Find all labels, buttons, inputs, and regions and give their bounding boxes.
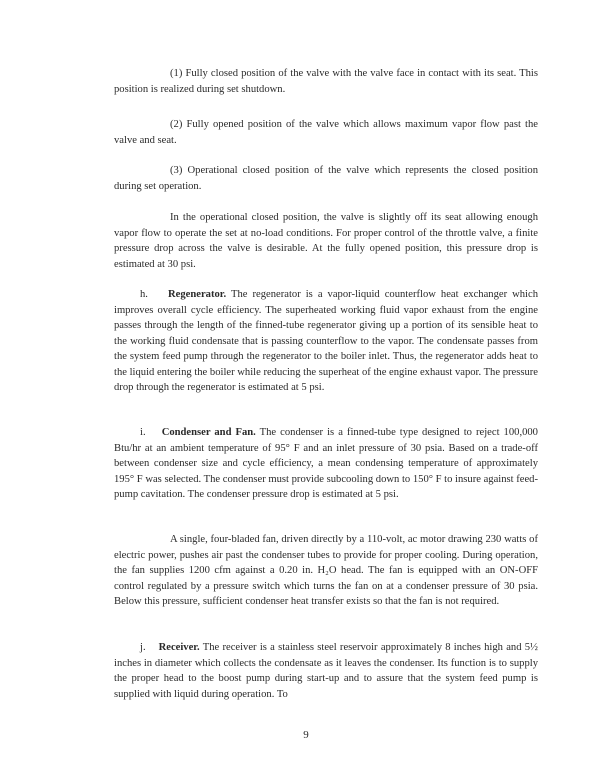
- section-i-label: i.: [140, 427, 146, 438]
- condenser-body: The condenser is a finned-tube type designed to reject 100,000 Btu/hr at an ambient temperature of 95° F and an inlet pressure of 30 psia. Based on a trade-off between condenser size and cycle efficiency, a mean condensing temperature of approximately 195° F was selected. The condenser must provide subcooling down to 150° F to insure against feed-pump cavitation. The condenser pressure drop is estimated at 5 psi.: [114, 427, 539, 500]
- condenser-heading: Condenser and Fan.: [161, 427, 256, 438]
- operational-closed-paragraph: In the operational closed position, the valve is slightly off its seat allowing enough vapor flow to operate the set at no-load conditions. For proper control of the throttle valve, a finite pressure drop across the valve is desirable. At the fully opened position, this pressure drop is estimated at 30 psi.: [114, 212, 538, 270]
- fan-paragraph: A single, four-bladed fan, driven directly by a 110-volt, ac motor drawing 230 watts of electric power, pushes air past the condenser tubes to provide for proper cooling. During operation, the fan supplies 1200 cfm against a 0.20 in. H₂O head. The fan is equipped with an ON-OFF control regulated by a pressure switch which turns the fan on at a condenser pressure of 30 psia. Below this pressure, sufficient condenser heat transfer exists so that the fan is not required.: [114, 534, 538, 607]
- valve-position-2: (2) Fully opened position of the valve which allows maximum vapor flow past the valve and seat.: [114, 119, 538, 146]
- regenerator-heading: Regenerator.: [168, 289, 227, 300]
- receiver-section: [114, 640, 538, 702]
- valve-position-1: (1) Fully closed position of the valve with the valve face in contact with its seat. This position is realized during set shutdown.: [114, 68, 538, 95]
- page-number: 9: [303, 729, 309, 741]
- condenser-section: [114, 425, 538, 503]
- regenerator-section: [114, 287, 538, 396]
- section-j-label: j.: [140, 642, 146, 653]
- valve-position-3: (3) Operational closed position of the valve which represents the closed position during set operation.: [114, 165, 538, 192]
- regenerator-body: The regenerator is a vapor-liquid counterflow heat exchanger which improves overall cycle efficiency. The superheated working fluid vapor exhaust from the engine passes through the length of the finned-tube regenerator giving up a portion of its sensible heat to the working fluid condensate that is passing counterflow to the vapor. The condensate passes from the system feed pump through the regenerator to the boiler inlet. Thus, the regenerator adds heat to the liquid entering the boiler while reducing the superheat of the engine exhaust vapor. The pressure drop through the regenerator is estimated at 5 psi.: [114, 289, 539, 393]
- section-h-label: h.: [140, 289, 148, 300]
- receiver-heading: Receiver.: [158, 642, 200, 653]
- receiver-body: The receiver is a stainless steel reservoir approximately 8 inches high and 5½ inches in diameter which collects the condensate as it leaves the condenser. Its function is to supply the proper head to the boost pump during start-up and to assure that the system feed pump is supplied with liquid during operation. To: [114, 642, 538, 700]
